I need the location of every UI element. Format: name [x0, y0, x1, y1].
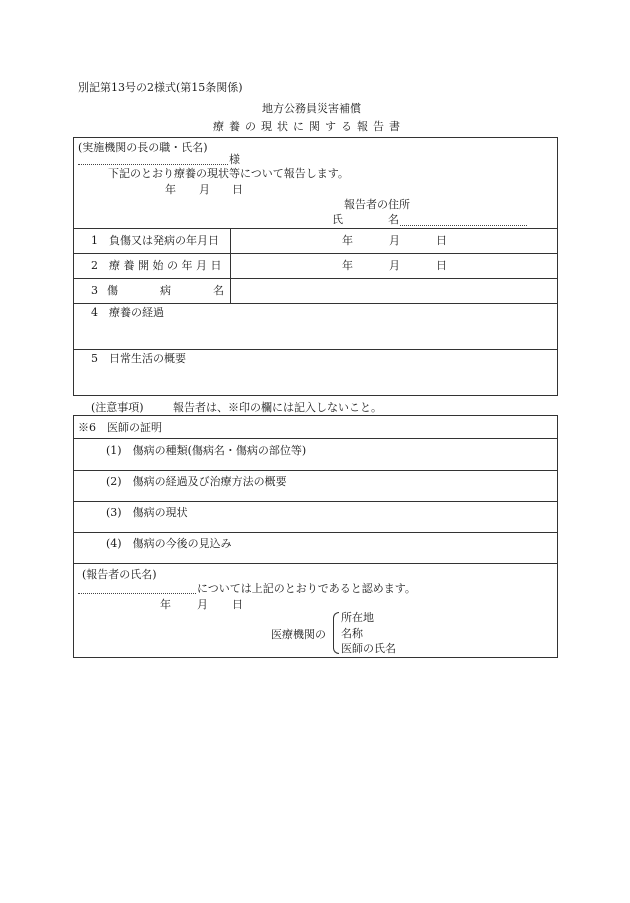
reporter-address-label: 報告者の住所	[344, 198, 410, 211]
doctor-name-label: 医師の氏名	[341, 642, 396, 655]
certify-text: については上記のとおりであると認めます。	[197, 582, 416, 595]
row-divider	[73, 470, 558, 471]
document-title: 療養の現状に関する報告書	[213, 120, 405, 133]
honorific: 様	[229, 153, 240, 166]
row1-month[interactable]: 月	[389, 234, 400, 247]
note-text: 報告者は、※印の欄には記入しないこと。	[173, 401, 382, 414]
row2-day[interactable]: 日	[436, 259, 447, 272]
row-divider	[73, 349, 558, 350]
doctor-item-3: (3) 傷病の現状	[106, 506, 188, 519]
row-divider	[73, 532, 558, 533]
institution-name-label: 名称	[341, 627, 363, 640]
row3-label-char1: 傷	[107, 284, 118, 297]
row-divider	[73, 253, 558, 254]
doctor-item-4: (4) 傷病の今後の見込み	[106, 537, 232, 550]
row3-label-char3: 名	[213, 284, 224, 297]
row3-number: 3	[91, 284, 98, 297]
row2-month[interactable]: 月	[389, 259, 400, 272]
date-day: 日	[232, 183, 243, 196]
intro-text: 下記のとおり療養の現状等について報告します。	[108, 167, 349, 180]
daily-life-field[interactable]	[80, 368, 550, 390]
row4-label: 4 療養の経過	[91, 306, 164, 319]
row-divider	[73, 278, 558, 279]
date-year: 年	[165, 183, 176, 196]
cert-date-year: 年	[160, 598, 171, 611]
reporter-name-label: (報告者の氏名)	[82, 568, 157, 581]
brace-icon	[333, 612, 339, 654]
doctor-section-header: ※6 医師の証明	[78, 421, 162, 434]
row-divider	[73, 438, 558, 439]
org-title: 地方公務員災害補償	[262, 102, 361, 115]
row5-label: 5 日常生活の概要	[91, 352, 186, 365]
form-reference: 別記第13号の2様式(第15条関係)	[78, 81, 243, 94]
row1-label: 1 負傷又は発病の年月日	[91, 234, 219, 247]
column-divider	[230, 228, 231, 303]
treatment-progress-field[interactable]	[80, 322, 550, 344]
doctor-item-1: (1) 傷病の種類(傷病名・傷病の部位等)	[106, 444, 307, 457]
doctor-item-2: (2) 傷病の経過及び治療方法の概要	[106, 475, 287, 488]
row-divider	[73, 303, 558, 304]
cert-date-day: 日	[232, 598, 243, 611]
reporter-name-line[interactable]	[78, 593, 196, 594]
row-divider	[73, 563, 558, 564]
row1-day[interactable]: 日	[436, 234, 447, 247]
reporter-name-label-1: 氏	[332, 213, 343, 226]
row1-year[interactable]: 年	[342, 234, 353, 247]
reporter-name-label-2: 名	[388, 213, 399, 226]
row3-label-char2: 病	[160, 284, 171, 297]
row-divider	[73, 228, 558, 229]
addressee-label: (実施機関の長の職・氏名)	[78, 141, 208, 154]
row2-label: 2 療 養 開 始 の 年 月 日	[91, 259, 222, 272]
addressee-line[interactable]	[78, 164, 228, 165]
cert-date-month: 月	[197, 598, 208, 611]
row2-year[interactable]: 年	[342, 259, 353, 272]
date-month: 月	[199, 183, 210, 196]
reporter-name-line[interactable]	[400, 225, 527, 226]
row-divider	[73, 501, 558, 502]
note-label: (注意事項)	[91, 401, 144, 414]
injury-name-field[interactable]	[240, 285, 550, 299]
institution-address-label: 所在地	[341, 611, 374, 624]
institution-label: 医療機関の	[271, 628, 326, 641]
